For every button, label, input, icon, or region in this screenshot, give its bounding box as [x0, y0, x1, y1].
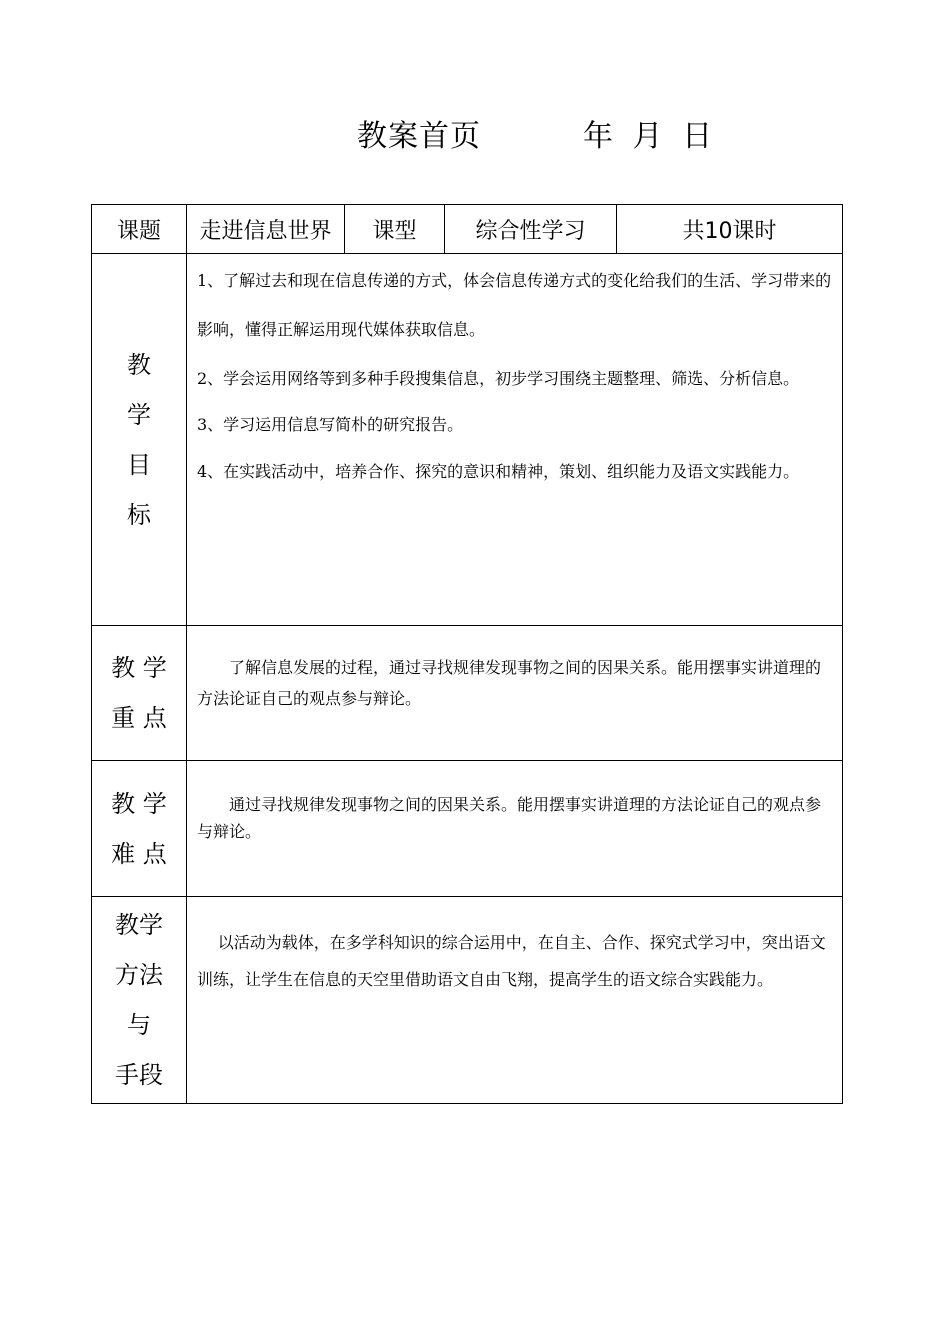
objectives-content [187, 254, 843, 626]
page-title [0, 112, 950, 162]
lesson-plan-table [91, 204, 843, 1104]
hours-value: 共10课时 [617, 205, 843, 254]
key-points-content [187, 626, 843, 761]
objective-item: 2、学会运用网络等到多种手段搜集信息，初步学习围绕主题整理、筛选、分析信息。 [197, 369, 800, 388]
difficulties-text: 通过寻找规律发现事物之间的因果关系。能用摆事实讲道理的方法论证自己的观点参与辩论。 [197, 795, 822, 841]
key-points-row [92, 626, 843, 761]
key-points-label: 教 学 重 点 [92, 626, 187, 761]
objective-item: 3、学习运用信息写简朴的研究报告。 [197, 415, 464, 434]
methods-text: 以活动为载体，在多学科知识的综合运用中，在自主、合作、探究式学习中，突出语文训练，让学生在信息的天空里借助语文自由飞翔，提高学生的语文综合实践能力。 [197, 933, 826, 989]
title-main: 教案首页 [357, 119, 481, 154]
objectives-row [92, 254, 843, 626]
objective-item: 1、了解过去和现在信息传递的方式，体会信息传递方式的变化给我们的生活、学习带来的影响，懂得正解运用现代媒体获取信息。 [197, 271, 832, 339]
objective-item: 4、在实践活动中，培养合作、探究的意识和精神，策划、组织能力及语文实践能力。 [197, 462, 800, 481]
type-label: 课型 [345, 205, 445, 254]
methods-content [187, 897, 843, 1104]
topic-label: 课题 [92, 205, 187, 254]
methods-label: 教学 方法 与 手段 [92, 897, 187, 1104]
difficulties-label: 教 学 难 点 [92, 761, 187, 897]
difficulties-content [187, 761, 843, 897]
topic-value: 走进信息世界 [187, 205, 345, 254]
difficulties-row [92, 761, 843, 897]
objectives-label: 教 学 目 标 [92, 254, 187, 626]
type-value: 综合性学习 [445, 205, 617, 254]
header-row [92, 205, 843, 254]
title-date: 年 月 日 [583, 119, 713, 154]
methods-row [92, 897, 843, 1104]
key-points-text: 了解信息发展的过程，通过寻找规律发现事物之间的因果关系。能用摆事实讲道理的方法论证自己的观点参与辩论。 [197, 658, 822, 708]
